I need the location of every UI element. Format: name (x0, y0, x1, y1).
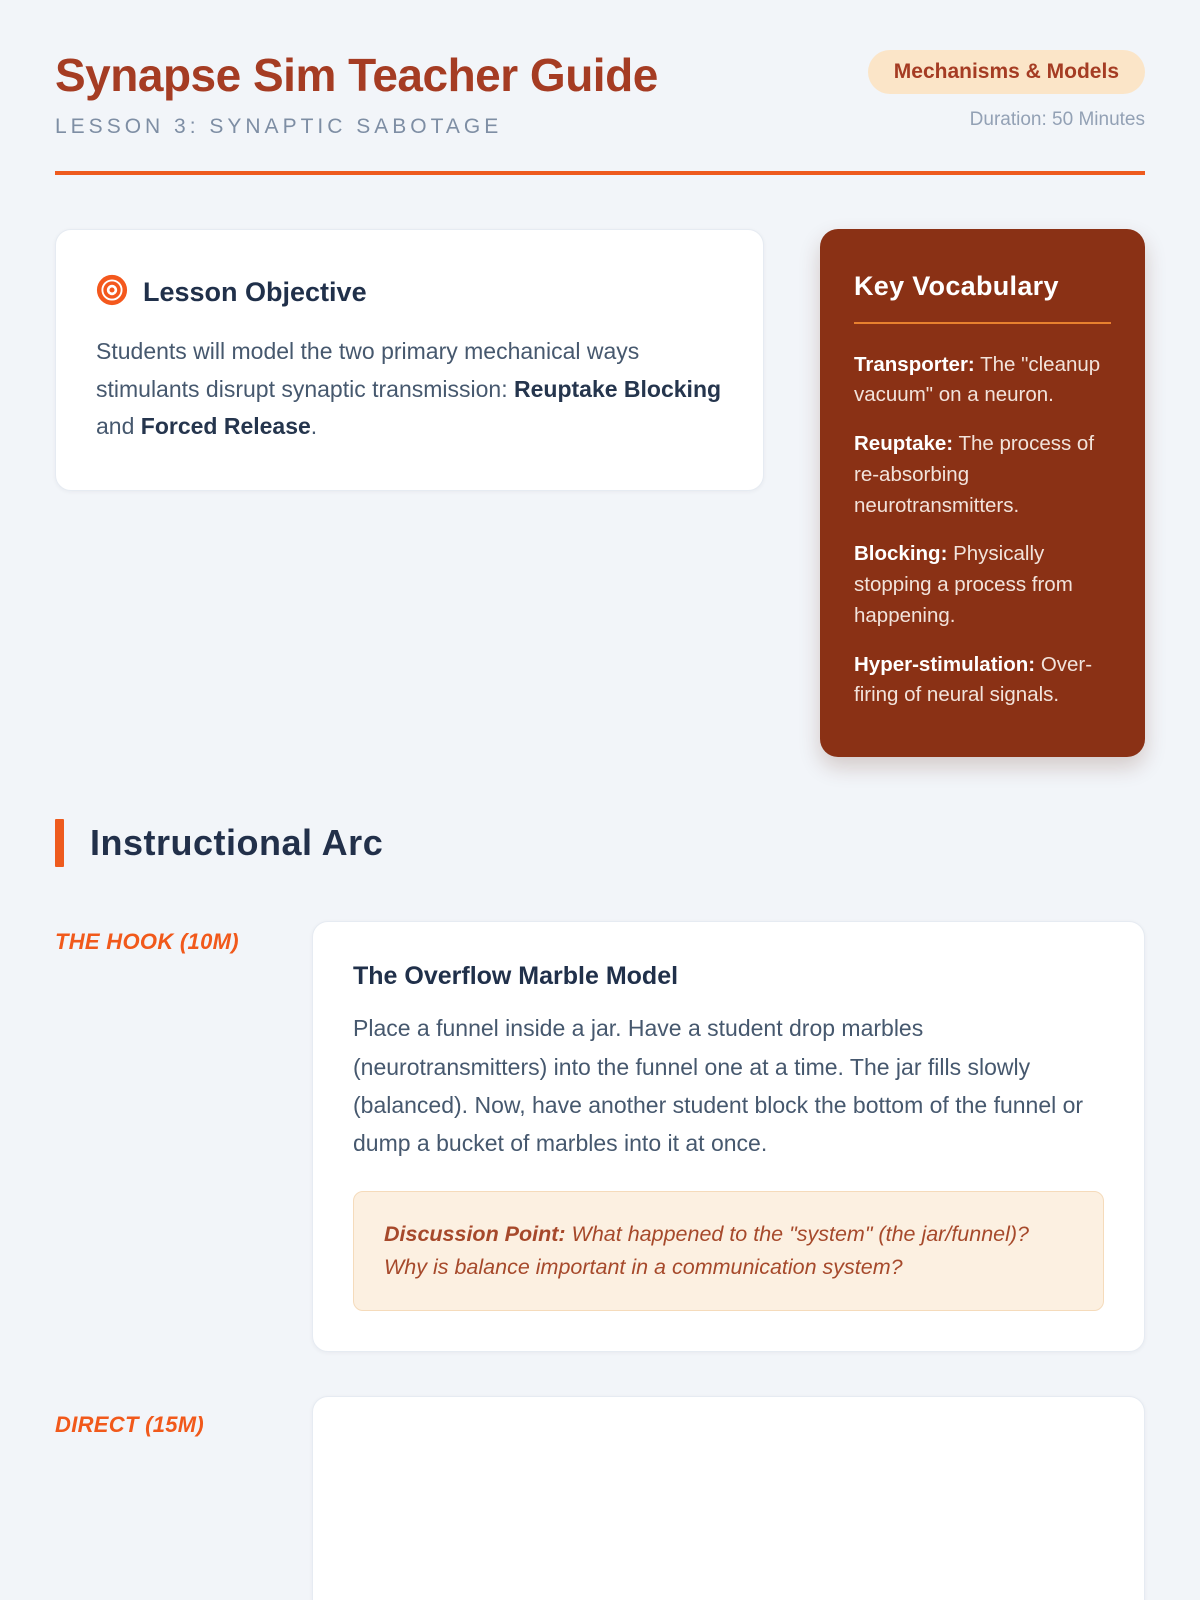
arc-phase-label-hook: THE HOOK (10M) (55, 929, 239, 955)
target-icon (96, 274, 128, 311)
section-title: Instructional Arc (90, 822, 384, 864)
vocab-term: Blocking: (854, 542, 948, 566)
hook-activity-card (312, 921, 1145, 1352)
page-header (55, 50, 1145, 139)
objective-term-forced-release: Forced Release (140, 413, 311, 440)
vocab-term: Transporter: (854, 352, 975, 376)
key-vocabulary-card (820, 229, 1145, 758)
objective-text-joiner: and (96, 413, 141, 440)
instructional-arc-heading (55, 819, 1145, 867)
objective-body (96, 333, 723, 447)
objective-title: Lesson Objective (143, 276, 367, 307)
overview-row (55, 229, 1145, 758)
duration-label: Duration: 50 Minutes (969, 109, 1145, 130)
vocab-divider (854, 322, 1111, 324)
objective-text-intro: Students will model the two primary mechanical ways stimulants disrupt synaptic transmission: (96, 337, 640, 402)
vocab-entry-hyper-stimulation (854, 650, 1111, 712)
vocab-title: Key Vocabulary (854, 270, 1059, 301)
vocab-entry-blocking (854, 539, 1111, 631)
objective-text-end: . (310, 413, 318, 440)
discussion-point-callout (353, 1191, 1104, 1312)
vocab-definition: Physically stopping a process from happening. (854, 542, 1073, 627)
objective-term-reuptake-blocking: Reuptake Blocking (514, 375, 722, 402)
vocab-definition: The process of re-absorbing neurotransmitters. (854, 432, 1095, 517)
vocab-definition: Over-firing of neural signals. (854, 652, 1093, 707)
vocab-term: Reuptake: (854, 432, 954, 456)
vocab-entry-reuptake (854, 429, 1111, 521)
lesson-objective-card (55, 229, 764, 492)
header-meta (868, 50, 1145, 131)
arc-row-direct (55, 1396, 1145, 1600)
objective-header (96, 274, 723, 311)
lesson-subtitle: LESSON 3: SYNAPTIC SABOTAGE (55, 114, 503, 138)
header-titles (55, 50, 658, 139)
hook-activity-body: Place a funnel inside a jar. Have a student drop marbles (neurotransmitters) into the funnel one at a time. The jar fills slowly (balanced). Now, have another student block the bottom of the funnel or dump a bucket of marbles into it at once. (353, 1015, 1084, 1157)
direct-activity-card (312, 1396, 1145, 1600)
vocab-term: Hyper-stimulation: (854, 652, 1036, 676)
vocab-definition: The "cleanup vacuum" on a neuron. (854, 352, 1101, 407)
vocab-entry-transporter (854, 350, 1111, 412)
hook-activity-title: The Overflow Marble Model (353, 962, 679, 991)
discussion-point-label: Discussion Point: (384, 1221, 566, 1246)
arc-row-hook (55, 921, 1145, 1352)
page-title: Synapse Sim Teacher Guide (55, 49, 658, 101)
discussion-point-text: What happened to the "system" (the jar/funnel)? Why is balance important in a communication system? (384, 1221, 1030, 1280)
section-accent-bar (55, 819, 64, 867)
arc-phase-label-direct: DIRECT (15M) (55, 1412, 205, 1438)
header-divider (55, 171, 1145, 175)
unit-badge: Mechanisms & Models (868, 50, 1145, 94)
